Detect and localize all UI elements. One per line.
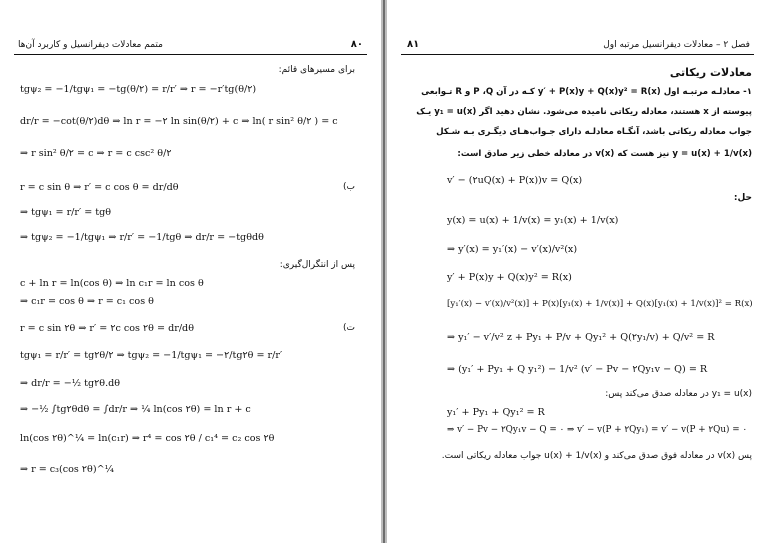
section-marker: ب)	[343, 182, 355, 192]
equation-line: ⇒ y₁′ − v′/v² z + Py₁ + P/v + Qy₁² + Q(۲y₁/v) + Q/v² = R	[447, 332, 715, 343]
equation-line: ⇒ r sin² θ/۲ = c ⇒ r = c csc² θ/۲	[20, 148, 172, 159]
equation-line: ⇒ tgψ₂ = −1/tgψ₁ ⇒ r/r′ = −1/tgθ ⇒ dr/r = −tgθdθ	[20, 232, 264, 243]
text-line: y₁ = u(x) در معادله صدق می‌کند پس:	[605, 389, 752, 399]
equation-line: c + ln r = ln(cos θ) ⇒ ln c₁r = ln cos θ	[20, 278, 204, 289]
text-line: y = u(x) + 1/v(x) نیز هست که v(x) در معادله خطی زیر صادق است:	[457, 149, 752, 159]
text-line: ۱- معادلـه مرتبـه اول y′ + P(x)y + Q(x)y² = R(x) کـه در آن P ،Q و R تـوابعی	[421, 87, 752, 97]
equation-line: ⇒ tgψ₁ = r/r′ = tgθ	[20, 207, 112, 218]
text-line: برای مسیرهای قائم:	[278, 65, 355, 75]
right-page-header	[401, 37, 754, 55]
running-title: متمم معادلات دیفرانسیل و کاربرد آن‌ها	[18, 40, 163, 50]
equation-line: tgψ₂ = −1/tgψ₁ = −tg(θ/۲) = r/r′ ⇒ r = −r′tg(θ/۲)	[20, 84, 257, 95]
equation-line: ⇒ r = c₃(cos ۲θ)^¼	[20, 464, 114, 475]
left-page	[0, 0, 381, 543]
running-title: فصل ۲ – معادلات دیفرانسیل مرتبه اول	[603, 40, 750, 50]
section-heading: معادلات ریکاتی	[669, 66, 752, 79]
equation-line: tgψ₁ = r/r′ = tg۲θ/۲ ⇒ tgψ₂ = −1/tgψ₁ = −۲/tg۲θ = r/r′	[20, 350, 283, 361]
equation-line: ⇒ dr/r = −½ tg۲θ.dθ	[20, 378, 121, 389]
page-number: ۸۱	[407, 39, 420, 50]
text-line: پس از انتگرال‌گیری:	[279, 260, 355, 270]
equation-line: v′ − (۲uQ(x) + P(x))v = Q(x)	[447, 175, 583, 186]
text-line: پس v(x) در معادله فوق صدق می‌کند و u(x) + 1/v(x) جواب معادله ریکاتی است.	[441, 451, 752, 461]
page-number: ۸۰	[350, 39, 363, 50]
equation-line: ⇒ v′ − Pv − ۲Qy₁v − Q = ۰ ⇒ v′ − v(P + ۲Qy₁) = v′ − v(P + ۲Qu) = ۰	[447, 425, 748, 435]
equation-line: [y₁′(x) − v′(x)/v²(x)] + P(x)[y₁(x) + 1/v(x)] + Q(x)[y₁(x) + 1/v(x)]² = R(x)	[447, 299, 753, 309]
right-page	[387, 0, 768, 543]
equation-line: ⇒ (y₁′ + Py₁ + Q y₁²) − 1/v² (v′ − Pv − ۲Qy₁v − Q) = R	[447, 364, 708, 375]
equation-line: ln(cos ۲θ)^¼ = ln(c₁r) ⇒ r⁴ = cos ۲θ / c₁⁴ = c₂ cos ۲θ	[20, 433, 275, 444]
text-line: پیوسته از x هستند، معادله ریکاتی نامیده می‌شود. نشان دهید اگر y₁ = u(x) یـک	[416, 107, 752, 117]
equation-line: dr/r = −cot(θ/۲)dθ ⇒ ln r = −۲ ln sin(θ/۲) + c ⇒ ln( r sin² θ/۲ ) = c	[20, 116, 338, 127]
equation-line: ⇒ c₁r = cos θ ⇒ r = c₁ cos θ	[20, 296, 154, 307]
equation-line: y′ + P(x)y + Q(x)y² = R(x)	[447, 272, 572, 283]
equation-line: r = c sin θ ⇒ r′ = c cos θ = dr/dθ	[20, 182, 179, 193]
section-marker: ت)	[343, 323, 355, 333]
equation-line: y(x) = u(x) + 1/v(x) = y₁(x) + 1/v(x)	[447, 215, 619, 226]
text-line: جواب معادله ریکاتی باشد، آنگـاه معادلـه دارای جـواب‌هـای دیگـری بـه شـکل	[436, 127, 752, 137]
solution-label: حل:	[733, 193, 752, 203]
equation-line: y₁′ + Py₁ + Qy₁² = R	[447, 407, 545, 418]
equation-line: r = c sin ۲θ ⇒ r′ = ۲c cos ۲θ = dr/dθ	[20, 323, 194, 334]
left-page-header	[14, 37, 367, 55]
equation-line: ⇒ −½ ∫tg۲θdθ = ∫dr/r ⇒ ¼ ln(cos ۲θ) = ln r + c	[20, 404, 251, 415]
equation-line: ⇒ y′(x) = y₁′(x) − v′(x)/v²(x)	[447, 244, 578, 255]
